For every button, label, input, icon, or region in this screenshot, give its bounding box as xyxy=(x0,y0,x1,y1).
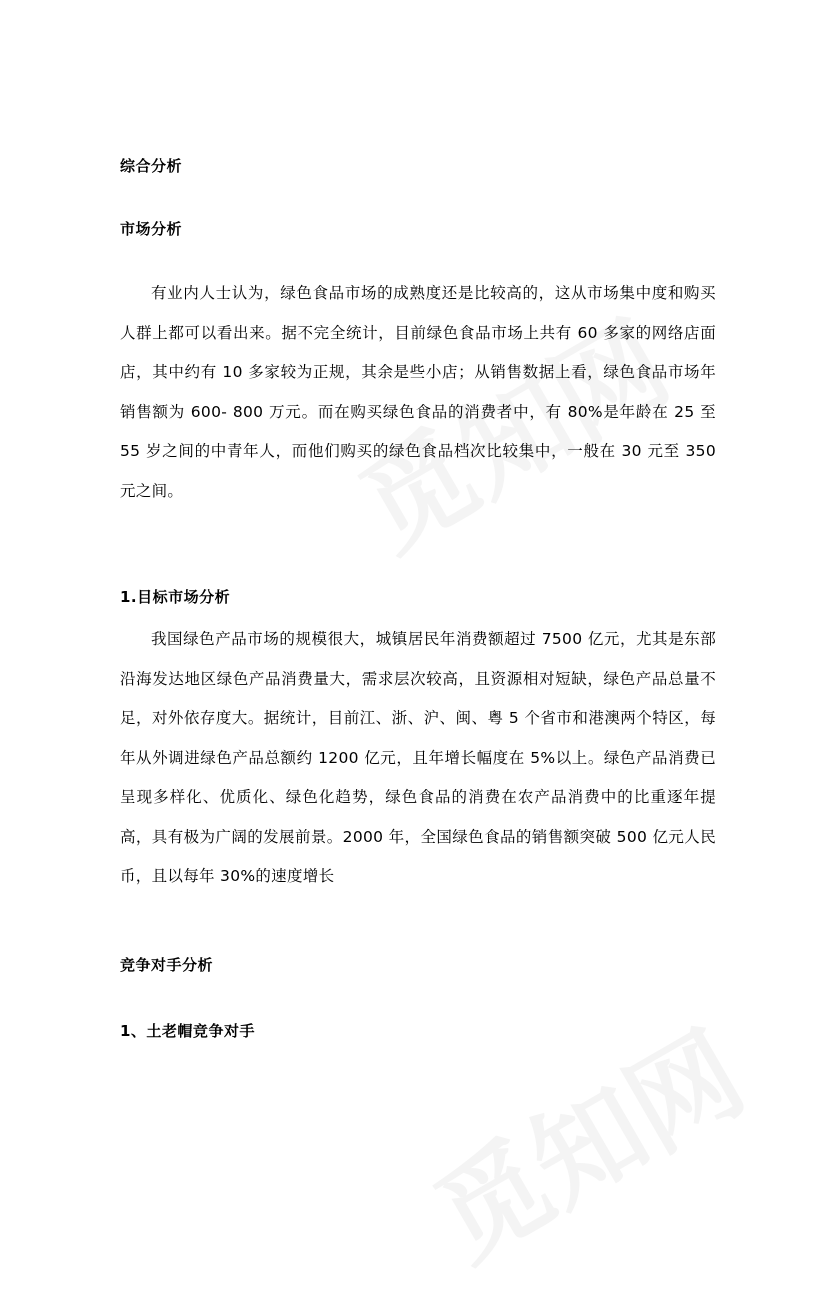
heading-target-market-analysis: 1.目标市场分析 xyxy=(120,588,231,606)
paragraph-target-market-analysis: 我国绿色产品市场的规模很大，城镇居民年消费额超过 7500 亿元，尤其是东部沿海发达地区绿色产品消费量大，需求层次较高，且资源相对短缺，绿色产品总量不足，对外依存度大。据统计，目前江、浙、沪、闽、粤 5 个省市和港澳两个特区，每年从外调进绿色产品总额约 1200 亿元，且年增长幅度在 5%以上。绿色产品消费已呈现多样化、优质化、绿色化趋势，绿色食品的消费在农产品消费中的比重逐年提高，具有极为广阔的发展前景。2000 年，全国绿色食品的销售额突破 500 亿元人民币，且以每年 30%的速度增长 xyxy=(120,630,716,885)
heading-competitor-analysis: 竞争对手分析 xyxy=(120,956,214,974)
paragraph-market-analysis: 有业内人士认为，绿色食品市场的成熟度还是比较高的，这从市场集中度和购买人群上都可以看出来。据不完全统计，目前绿色食品市场上共有 60 多家的网络店面店，其中约有 10 多家较为正规，其余是些小店；从销售数据上看，绿色食品市场年销售额为 600- 800 万元。而在购买绿色食品的消费者中，有 80%是年龄在 25 至 55 岁之间的中青年人，而他们购买的绿色食品档次比较集中，一般在 30 元至 350 元之间。 xyxy=(120,284,716,500)
heading-market-analysis: 市场分析 xyxy=(120,220,183,238)
heading-comprehensive-analysis: 综合分析 xyxy=(120,157,183,175)
watermark xyxy=(403,988,768,1290)
heading-competitor-1: 1、土老帽竞争对手 xyxy=(120,1022,255,1040)
